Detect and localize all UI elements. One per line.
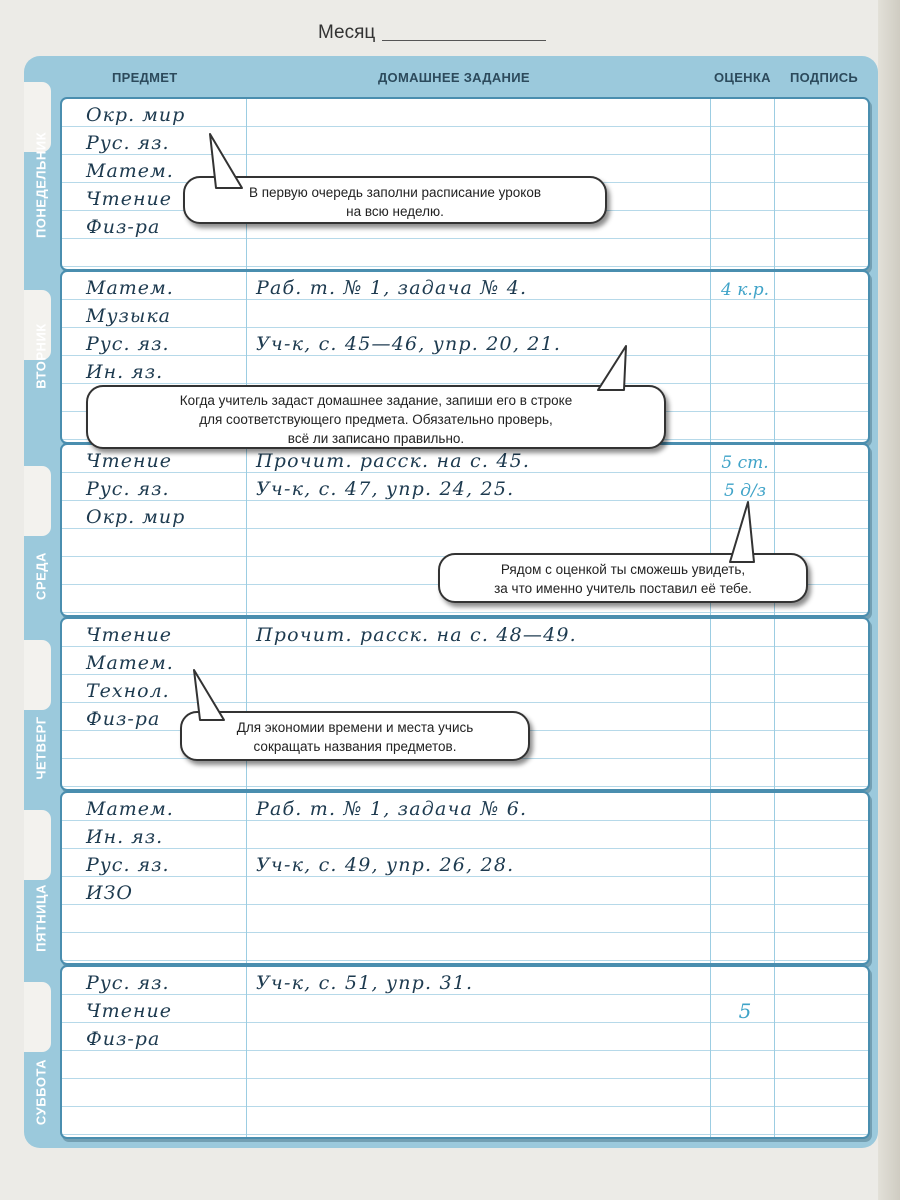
subject-cell[interactable]: Рус. яз.	[86, 333, 170, 355]
tip-line: сокращать названия предметов.	[253, 739, 457, 754]
subject-cell[interactable]: Матем.	[86, 652, 174, 674]
tip-pointer	[196, 130, 246, 190]
month-label: Месяц	[318, 22, 376, 43]
subject-cell[interactable]: Музыка	[86, 305, 171, 327]
day-label-thursday: ЧЕТВЕРГ	[33, 716, 49, 780]
homework-cell[interactable]: Уч-к, с. 49, упр. 26, 28.	[256, 854, 515, 876]
tip-line: Рядом с оценкой ты сможешь увидеть,	[500, 562, 746, 577]
column-divider	[710, 99, 711, 269]
day-label-friday: ПЯТНИЦА	[33, 884, 49, 952]
subject-cell[interactable]: Матем.	[86, 160, 174, 182]
subject-cell[interactable]: Рус. яз.	[86, 132, 170, 154]
subject-cell[interactable]: Чтение	[86, 1000, 172, 1022]
subject-cell[interactable]: Ин. яз.	[86, 826, 164, 848]
subject-cell[interactable]: Технол.	[86, 680, 170, 702]
column-divider	[246, 793, 247, 963]
homework-cell[interactable]: Раб. т. № 1, задача № 4.	[256, 277, 528, 299]
subject-cell[interactable]: Чтение	[86, 450, 172, 472]
column-divider	[710, 619, 711, 789]
tip-line: В первую очередь заполни расписание уроков	[248, 185, 542, 200]
tip-pointer	[720, 496, 770, 566]
homework-cell[interactable]: Раб. т. № 1, задача № 6.	[256, 798, 528, 820]
subject-cell[interactable]: Рус. яз.	[86, 972, 170, 994]
column-divider	[774, 967, 775, 1137]
tip-line: для соответствующего предмета. Обязательно проверь,	[199, 412, 553, 427]
grade-cell[interactable]: 4 к.р.	[720, 280, 770, 300]
subject-cell[interactable]: Физ-ра	[86, 216, 161, 238]
tip-line: за что именно учитель поставил её тебе.	[494, 581, 752, 596]
day-label-wednesday: СРЕДА	[33, 552, 49, 600]
header-subject: ПРЕДМЕТ	[112, 70, 178, 85]
tip-line: Когда учитель задаст домашнее задание, запиши его в строке	[179, 393, 573, 408]
tip-line: всё ли записано правильно.	[287, 431, 465, 446]
tip-bubble-homework	[86, 385, 666, 449]
day-block-saturday	[60, 965, 870, 1139]
column-divider	[246, 619, 247, 789]
day-label-tuesday: ВТОРНИК	[33, 323, 49, 389]
subject-cell[interactable]: Ин. яз.	[86, 361, 164, 383]
grade-cell[interactable]: 5 д/з	[724, 481, 766, 501]
subject-cell[interactable]: Рус. яз.	[86, 854, 170, 876]
homework-cell[interactable]: Прочит. расск. на с. 45.	[256, 450, 531, 472]
homework-cell[interactable]: Уч-к, с. 45—46, упр. 20, 21.	[256, 333, 562, 355]
subject-cell[interactable]: Чтение	[86, 188, 172, 210]
subject-cell[interactable]: Физ-ра	[86, 708, 161, 730]
homework-cell[interactable]: Уч-к, с. 51, упр. 31.	[256, 972, 474, 994]
subject-cell[interactable]: Матем.	[86, 798, 174, 820]
page-edge	[878, 0, 900, 1200]
header-signature: ПОДПИСЬ	[790, 70, 859, 85]
tip-line: Для экономии времени и места учись	[236, 720, 474, 735]
month-input-line[interactable]	[382, 40, 546, 41]
subject-cell[interactable]: Рус. яз.	[86, 478, 170, 500]
subject-cell[interactable]: ИЗО	[86, 882, 133, 904]
tip-pointer	[184, 666, 234, 722]
day-block-thursday	[60, 617, 870, 791]
subject-cell[interactable]: Матем.	[86, 277, 174, 299]
grade-cell[interactable]: 5 ст.	[721, 453, 769, 473]
column-divider	[710, 793, 711, 963]
tip-line: на всю неделю.	[346, 204, 444, 219]
column-divider	[710, 967, 711, 1137]
day-label-saturday: СУББОТА	[33, 1058, 49, 1126]
homework-cell[interactable]: Уч-к, с. 47, упр. 24, 25.	[256, 478, 515, 500]
subject-cell[interactable]: Окр. мир	[86, 104, 186, 126]
column-divider	[246, 445, 247, 615]
tip-pointer	[590, 342, 640, 392]
header-grade: ОЦЕНКА	[714, 70, 771, 85]
day-block-friday	[60, 791, 870, 965]
column-divider	[246, 967, 247, 1137]
column-divider	[774, 99, 775, 269]
column-divider	[710, 272, 711, 442]
header-homework: ДОМАШНЕЕ ЗАДАНИЕ	[378, 70, 530, 85]
tip-bubble-schedule	[183, 176, 607, 224]
column-divider	[774, 619, 775, 789]
day-label-monday: ПОНЕДЕЛЬНИК	[33, 131, 49, 239]
subject-cell[interactable]: Физ-ра	[86, 1028, 161, 1050]
subject-cell[interactable]: Чтение	[86, 624, 172, 646]
homework-cell[interactable]: Прочит. расск. на с. 48—49.	[256, 624, 577, 646]
grade-cell[interactable]: 5	[738, 999, 752, 1023]
subject-cell[interactable]: Окр. мир	[86, 506, 186, 528]
column-divider	[774, 793, 775, 963]
